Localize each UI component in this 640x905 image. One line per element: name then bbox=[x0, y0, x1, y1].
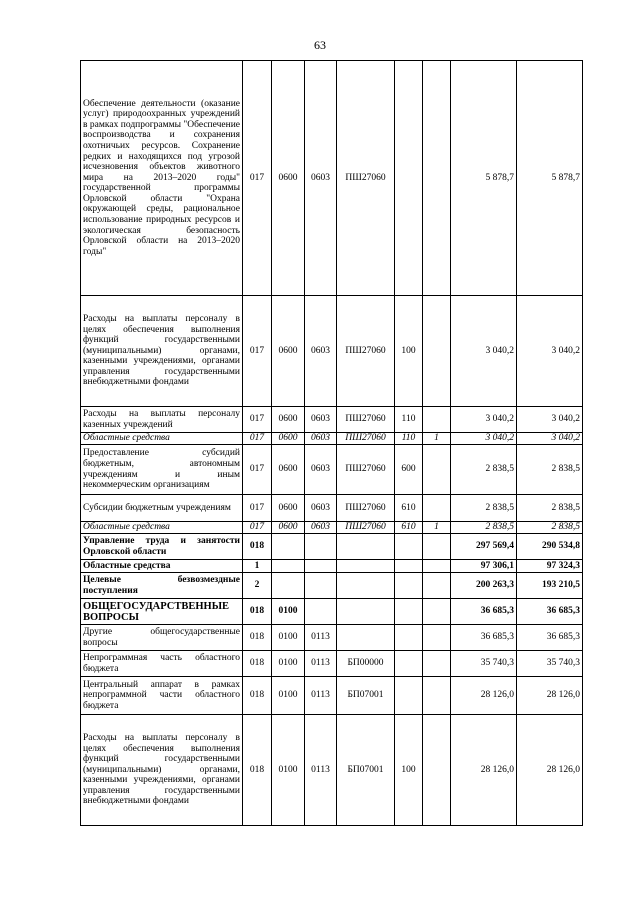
cell-ministry: 018 bbox=[243, 534, 272, 560]
cell-ministry: 018 bbox=[243, 715, 272, 826]
cell-subsection: 0603 bbox=[305, 61, 337, 296]
cell-name: Другие общегосударственные вопросы bbox=[81, 625, 243, 651]
cell-ministry: 018 bbox=[243, 599, 272, 625]
cell-section bbox=[272, 560, 305, 573]
cell-sum-year-2: 97 324,3 bbox=[517, 560, 583, 573]
cell-ministry: 017 bbox=[243, 445, 272, 495]
cell-name: Обеспечение деятельности (оказание услуг) природоохранных учреждений в рамках подпрограммы "Обеспечение воспроизводства и сохранения охотничьих ресурсов. Сохранение редких и находящихся под угрозой исчезновения объектов животного мира на 2013–2020 годы" государственной программы Орловской области "Охрана окружающей среды, рациональное использование природных ресурсов и экологическая безопасность Орловской области на 2013–2020 годы" bbox=[81, 61, 243, 296]
cell-expense-type: 110 bbox=[395, 433, 423, 445]
cell-expense-type bbox=[395, 625, 423, 651]
cell-funding-source bbox=[423, 407, 451, 433]
cell-target-article: ПШ27060 bbox=[337, 445, 395, 495]
cell-target-article: ПШ27060 bbox=[337, 407, 395, 433]
cell-sum-year-1: 2 838,5 bbox=[451, 522, 517, 534]
cell-sum-year-1: 2 838,5 bbox=[451, 495, 517, 522]
cell-expense-type: 100 bbox=[395, 715, 423, 826]
cell-funding-source bbox=[423, 625, 451, 651]
cell-sum-year-2: 3 040,2 bbox=[517, 407, 583, 433]
cell-sum-year-2: 36 685,3 bbox=[517, 599, 583, 625]
cell-ministry: 017 bbox=[243, 495, 272, 522]
cell-ministry: 018 bbox=[243, 651, 272, 677]
cell-expense-type bbox=[395, 61, 423, 296]
cell-subsection: 0603 bbox=[305, 445, 337, 495]
cell-sum-year-1: 3 040,2 bbox=[451, 433, 517, 445]
cell-sum-year-1: 97 306,1 bbox=[451, 560, 517, 573]
cell-sum-year-2: 3 040,2 bbox=[517, 433, 583, 445]
cell-target-article bbox=[337, 599, 395, 625]
table-row bbox=[81, 560, 583, 573]
cell-funding-source bbox=[423, 651, 451, 677]
cell-expense-type bbox=[395, 534, 423, 560]
cell-section: 0600 bbox=[272, 407, 305, 433]
cell-target-article: БП00000 bbox=[337, 651, 395, 677]
cell-funding-source bbox=[423, 677, 451, 715]
cell-subsection: 0603 bbox=[305, 296, 337, 407]
cell-target-article: ПШ27060 bbox=[337, 61, 395, 296]
cell-name: Управление труда и занятости Орловской области bbox=[81, 534, 243, 560]
cell-ministry: 018 bbox=[243, 677, 272, 715]
cell-subsection bbox=[305, 560, 337, 573]
cell-funding-source bbox=[423, 715, 451, 826]
table-row bbox=[81, 573, 583, 599]
cell-section: 0600 bbox=[272, 445, 305, 495]
cell-section: 0100 bbox=[272, 599, 305, 625]
cell-funding-source: 1 bbox=[423, 433, 451, 445]
table-row bbox=[81, 677, 583, 715]
table-row bbox=[81, 522, 583, 534]
cell-target-article bbox=[337, 560, 395, 573]
cell-ministry: 017 bbox=[243, 433, 272, 445]
cell-ministry: 1 bbox=[243, 560, 272, 573]
cell-subsection: 0603 bbox=[305, 407, 337, 433]
page-number: 63 bbox=[314, 38, 326, 52]
cell-name: Непрограммная часть областного бюджета bbox=[81, 651, 243, 677]
table-row bbox=[81, 715, 583, 826]
table-row bbox=[81, 651, 583, 677]
cell-name: ОБЩЕГОСУДАРСТВЕННЫЕ ВОПРОСЫ bbox=[81, 599, 243, 625]
table-row bbox=[81, 599, 583, 625]
cell-name: Целевые безвозмездные поступления bbox=[81, 573, 243, 599]
cell-funding-source bbox=[423, 495, 451, 522]
cell-sum-year-1: 200 263,3 bbox=[451, 573, 517, 599]
cell-ministry: 017 bbox=[243, 522, 272, 534]
cell-section: 0100 bbox=[272, 715, 305, 826]
cell-subsection: 0603 bbox=[305, 495, 337, 522]
cell-expense-type: 610 bbox=[395, 495, 423, 522]
cell-name: Областные средства bbox=[81, 560, 243, 573]
cell-target-article bbox=[337, 625, 395, 651]
cell-sum-year-2: 35 740,3 bbox=[517, 651, 583, 677]
cell-target-article: ПШ27060 bbox=[337, 296, 395, 407]
cell-subsection: 0113 bbox=[305, 625, 337, 651]
cell-name: Областные средства bbox=[81, 522, 243, 534]
cell-sum-year-1: 28 126,0 bbox=[451, 715, 517, 826]
cell-subsection: 0603 bbox=[305, 433, 337, 445]
cell-section: 0600 bbox=[272, 61, 305, 296]
cell-subsection: 0113 bbox=[305, 651, 337, 677]
cell-funding-source bbox=[423, 560, 451, 573]
cell-section: 0600 bbox=[272, 433, 305, 445]
table-row bbox=[81, 296, 583, 407]
cell-funding-source bbox=[423, 573, 451, 599]
cell-expense-type bbox=[395, 651, 423, 677]
cell-section: 0100 bbox=[272, 651, 305, 677]
cell-target-article: ПШ27060 bbox=[337, 433, 395, 445]
cell-expense-type: 100 bbox=[395, 296, 423, 407]
cell-target-article: ПШ27060 bbox=[337, 522, 395, 534]
cell-sum-year-1: 3 040,2 bbox=[451, 296, 517, 407]
table-row bbox=[81, 407, 583, 433]
cell-expense-type: 610 bbox=[395, 522, 423, 534]
cell-subsection: 0113 bbox=[305, 677, 337, 715]
cell-section: 0100 bbox=[272, 677, 305, 715]
cell-sum-year-2: 28 126,0 bbox=[517, 715, 583, 826]
table-row bbox=[81, 495, 583, 522]
cell-subsection bbox=[305, 534, 337, 560]
cell-ministry: 017 bbox=[243, 407, 272, 433]
table-row bbox=[81, 61, 583, 296]
cell-ministry: 017 bbox=[243, 296, 272, 407]
cell-sum-year-2: 3 040,2 bbox=[517, 296, 583, 407]
cell-sum-year-1: 36 685,3 bbox=[451, 599, 517, 625]
table-row bbox=[81, 445, 583, 495]
cell-expense-type: 600 bbox=[395, 445, 423, 495]
cell-section: 0600 bbox=[272, 522, 305, 534]
cell-section bbox=[272, 534, 305, 560]
cell-funding-source bbox=[423, 534, 451, 560]
cell-sum-year-1: 2 838,5 bbox=[451, 445, 517, 495]
cell-subsection: 0113 bbox=[305, 715, 337, 826]
cell-funding-source: 1 bbox=[423, 522, 451, 534]
cell-target-article: ПШ27060 bbox=[337, 495, 395, 522]
cell-expense-type bbox=[395, 560, 423, 573]
cell-target-article bbox=[337, 573, 395, 599]
cell-sum-year-1: 28 126,0 bbox=[451, 677, 517, 715]
cell-sum-year-2: 2 838,5 bbox=[517, 445, 583, 495]
cell-subsection bbox=[305, 599, 337, 625]
cell-sum-year-1: 297 569,4 bbox=[451, 534, 517, 560]
cell-ministry: 2 bbox=[243, 573, 272, 599]
cell-name: Субсидии бюджетным учреждениям bbox=[81, 495, 243, 522]
table-row bbox=[81, 625, 583, 651]
cell-funding-source bbox=[423, 61, 451, 296]
cell-sum-year-2: 193 210,5 bbox=[517, 573, 583, 599]
cell-section: 0100 bbox=[272, 625, 305, 651]
table-row bbox=[81, 534, 583, 560]
cell-expense-type bbox=[395, 573, 423, 599]
cell-sum-year-1: 5 878,7 bbox=[451, 61, 517, 296]
cell-sum-year-2: 2 838,5 bbox=[517, 495, 583, 522]
table-row bbox=[81, 433, 583, 445]
cell-name: Центральный аппарат в рамках непрограммной части областного бюджета bbox=[81, 677, 243, 715]
cell-name: Областные средства bbox=[81, 433, 243, 445]
cell-name: Расходы на выплаты персоналу в целях обеспечения выполнения функций государственными (муниципальными) органами, казенными учреждениями, органами управления государственными внебюджетными фондами bbox=[81, 715, 243, 826]
cell-sum-year-1: 35 740,3 bbox=[451, 651, 517, 677]
cell-target-article: БП07001 bbox=[337, 715, 395, 826]
cell-target-article: БП07001 bbox=[337, 677, 395, 715]
cell-sum-year-2: 36 685,3 bbox=[517, 625, 583, 651]
cell-sum-year-1: 36 685,3 bbox=[451, 625, 517, 651]
cell-section bbox=[272, 573, 305, 599]
cell-name: Расходы на выплаты персоналу в целях обеспечения выполнения функций государственными (муниципальными) органами, казенными учреждениями, органами управления государственными внебюджетными фондами bbox=[81, 296, 243, 407]
cell-name: Предоставление субсидий бюджетным, автономным учреждениям и иным некоммерческим организациям bbox=[81, 445, 243, 495]
cell-expense-type bbox=[395, 599, 423, 625]
cell-sum-year-2: 5 878,7 bbox=[517, 61, 583, 296]
cell-sum-year-2: 2 838,5 bbox=[517, 522, 583, 534]
cell-funding-source bbox=[423, 296, 451, 407]
budget-table bbox=[80, 60, 583, 826]
cell-sum-year-2: 290 534,8 bbox=[517, 534, 583, 560]
cell-expense-type bbox=[395, 677, 423, 715]
cell-target-article bbox=[337, 534, 395, 560]
cell-sum-year-2: 28 126,0 bbox=[517, 677, 583, 715]
cell-section: 0600 bbox=[272, 296, 305, 407]
cell-funding-source bbox=[423, 445, 451, 495]
cell-expense-type: 110 bbox=[395, 407, 423, 433]
cell-name: Расходы на выплаты персоналу казенных учреждений bbox=[81, 407, 243, 433]
cell-sum-year-1: 3 040,2 bbox=[451, 407, 517, 433]
cell-funding-source bbox=[423, 599, 451, 625]
cell-ministry: 017 bbox=[243, 61, 272, 296]
cell-ministry: 018 bbox=[243, 625, 272, 651]
cell-subsection: 0603 bbox=[305, 522, 337, 534]
cell-subsection bbox=[305, 573, 337, 599]
cell-section: 0600 bbox=[272, 495, 305, 522]
